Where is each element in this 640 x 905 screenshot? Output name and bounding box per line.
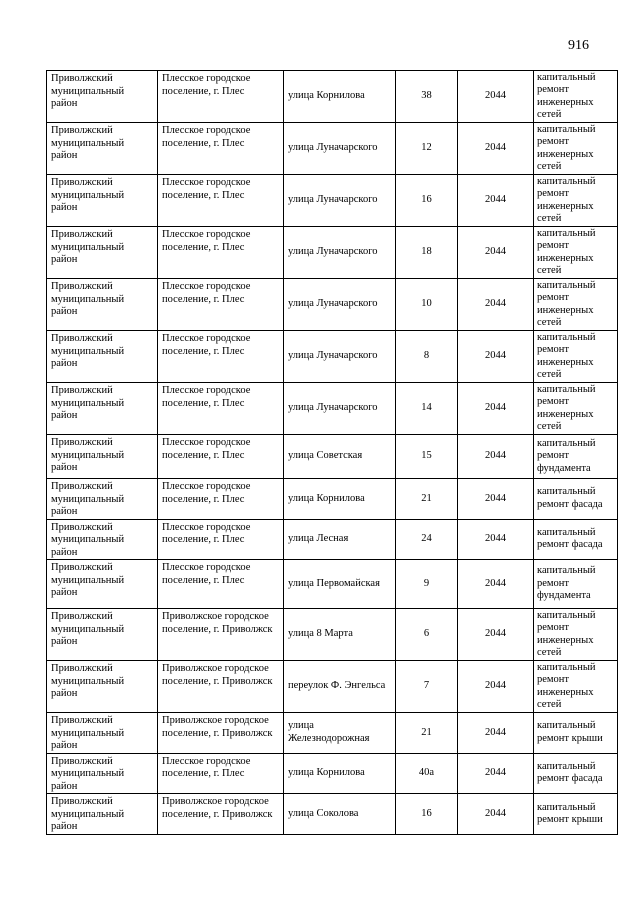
- work-type-cell: капитальный ремонт инженерных сетей: [534, 279, 618, 331]
- table-row: [47, 123, 618, 175]
- table-row: [47, 713, 618, 754]
- district-cell: Приволжский муниципальный район: [47, 331, 158, 383]
- street-cell: улица Первомайская: [284, 560, 396, 609]
- table-row: [47, 279, 618, 331]
- house-number-cell: 40а: [396, 753, 458, 794]
- year-cell: 2044: [458, 609, 534, 661]
- year-cell: 2044: [458, 279, 534, 331]
- house-number-cell: 21: [396, 479, 458, 520]
- district-cell: Приволжский муниципальный район: [47, 794, 158, 835]
- settlement-cell: Приволжское городское поселение, г. Приволжск: [158, 609, 284, 661]
- work-type-cell: капитальный ремонт инженерных сетей: [534, 123, 618, 175]
- street-cell: улица Корнилова: [284, 71, 396, 123]
- district-cell: Приволжский муниципальный район: [47, 753, 158, 794]
- settlement-cell: Приволжское городское поселение, г. Приволжск: [158, 794, 284, 835]
- house-number-cell: 9: [396, 560, 458, 609]
- year-cell: 2044: [458, 519, 534, 560]
- district-cell: Приволжский муниципальный район: [47, 71, 158, 123]
- year-cell: 2044: [458, 71, 534, 123]
- house-number-cell: 38: [396, 71, 458, 123]
- year-cell: 2044: [458, 560, 534, 609]
- page-number: 916: [568, 38, 589, 53]
- table-row: [47, 435, 618, 479]
- table-row: [47, 175, 618, 227]
- district-cell: Приволжский муниципальный район: [47, 383, 158, 435]
- table-row: [47, 560, 618, 609]
- settlement-cell: Плесское городское поселение, г. Плес: [158, 331, 284, 383]
- table-row: [47, 479, 618, 520]
- street-cell: улица Корнилова: [284, 479, 396, 520]
- work-type-cell: капитальный ремонт крыши: [534, 713, 618, 754]
- house-number-cell: 15: [396, 435, 458, 479]
- house-number-cell: 24: [396, 519, 458, 560]
- district-cell: Приволжский муниципальный район: [47, 175, 158, 227]
- housing-repair-table: [46, 70, 618, 835]
- street-cell: улица Железнодорожная: [284, 713, 396, 754]
- settlement-cell: Приволжское городское поселение, г. Приволжск: [158, 713, 284, 754]
- settlement-cell: Плесское городское поселение, г. Плес: [158, 753, 284, 794]
- district-cell: Приволжский муниципальный район: [47, 713, 158, 754]
- table-row: [47, 753, 618, 794]
- table-row: [47, 794, 618, 835]
- street-cell: улица Луначарского: [284, 227, 396, 279]
- street-cell: улица Соколова: [284, 794, 396, 835]
- year-cell: 2044: [458, 794, 534, 835]
- year-cell: 2044: [458, 435, 534, 479]
- street-cell: улица 8 Марта: [284, 609, 396, 661]
- house-number-cell: 12: [396, 123, 458, 175]
- work-type-cell: капитальный ремонт инженерных сетей: [534, 71, 618, 123]
- settlement-cell: Плесское городское поселение, г. Плес: [158, 279, 284, 331]
- district-cell: Приволжский муниципальный район: [47, 123, 158, 175]
- work-type-cell: капитальный ремонт фундамента: [534, 560, 618, 609]
- street-cell: улица Луначарского: [284, 331, 396, 383]
- year-cell: 2044: [458, 713, 534, 754]
- street-cell: улица Советская: [284, 435, 396, 479]
- year-cell: 2044: [458, 331, 534, 383]
- district-cell: Приволжский муниципальный район: [47, 609, 158, 661]
- street-cell: улица Луначарского: [284, 123, 396, 175]
- settlement-cell: Плесское городское поселение, г. Плес: [158, 560, 284, 609]
- street-cell: переулок Ф. Энгельса: [284, 661, 396, 713]
- work-type-cell: капитальный ремонт инженерных сетей: [534, 175, 618, 227]
- year-cell: 2044: [458, 479, 534, 520]
- settlement-cell: Плесское городское поселение, г. Плес: [158, 227, 284, 279]
- work-type-cell: капитальный ремонт фасада: [534, 519, 618, 560]
- house-number-cell: 14: [396, 383, 458, 435]
- work-type-cell: капитальный ремонт инженерных сетей: [534, 661, 618, 713]
- work-type-cell: капитальный ремонт крыши: [534, 794, 618, 835]
- district-cell: Приволжский муниципальный район: [47, 279, 158, 331]
- year-cell: 2044: [458, 661, 534, 713]
- work-type-cell: капитальный ремонт инженерных сетей: [534, 609, 618, 661]
- table-row: [47, 331, 618, 383]
- settlement-cell: Плесское городское поселение, г. Плес: [158, 519, 284, 560]
- street-cell: улица Луначарского: [284, 175, 396, 227]
- house-number-cell: 8: [396, 331, 458, 383]
- street-cell: улица Корнилова: [284, 753, 396, 794]
- work-type-cell: капитальный ремонт фундамента: [534, 435, 618, 479]
- work-type-cell: капитальный ремонт инженерных сетей: [534, 383, 618, 435]
- house-number-cell: 16: [396, 175, 458, 227]
- settlement-cell: Приволжское городское поселение, г. Приволжск: [158, 661, 284, 713]
- house-number-cell: 21: [396, 713, 458, 754]
- settlement-cell: Плесское городское поселение, г. Плес: [158, 71, 284, 123]
- work-type-cell: капитальный ремонт инженерных сетей: [534, 227, 618, 279]
- work-type-cell: капитальный ремонт фасада: [534, 479, 618, 520]
- district-cell: Приволжский муниципальный район: [47, 519, 158, 560]
- house-number-cell: 6: [396, 609, 458, 661]
- district-cell: Приволжский муниципальный район: [47, 435, 158, 479]
- house-number-cell: 7: [396, 661, 458, 713]
- district-cell: Приволжский муниципальный район: [47, 227, 158, 279]
- house-number-cell: 16: [396, 794, 458, 835]
- table-row: [47, 71, 618, 123]
- year-cell: 2044: [458, 175, 534, 227]
- street-cell: улица Луначарского: [284, 383, 396, 435]
- street-cell: улица Луначарского: [284, 279, 396, 331]
- street-cell: улица Лесная: [284, 519, 396, 560]
- settlement-cell: Плесское городское поселение, г. Плес: [158, 435, 284, 479]
- settlement-cell: Плесское городское поселение, г. Плес: [158, 123, 284, 175]
- settlement-cell: Плесское городское поселение, г. Плес: [158, 383, 284, 435]
- year-cell: 2044: [458, 383, 534, 435]
- settlement-cell: Плесское городское поселение, г. Плес: [158, 175, 284, 227]
- work-type-cell: капитальный ремонт инженерных сетей: [534, 331, 618, 383]
- district-cell: Приволжский муниципальный район: [47, 560, 158, 609]
- year-cell: 2044: [458, 123, 534, 175]
- table-row: [47, 661, 618, 713]
- year-cell: 2044: [458, 753, 534, 794]
- year-cell: 2044: [458, 227, 534, 279]
- table-row: [47, 609, 618, 661]
- settlement-cell: Плесское городское поселение, г. Плес: [158, 479, 284, 520]
- table-row: [47, 383, 618, 435]
- table-row: [47, 519, 618, 560]
- table-row: [47, 227, 618, 279]
- district-cell: Приволжский муниципальный район: [47, 661, 158, 713]
- district-cell: Приволжский муниципальный район: [47, 479, 158, 520]
- house-number-cell: 18: [396, 227, 458, 279]
- house-number-cell: 10: [396, 279, 458, 331]
- work-type-cell: капитальный ремонт фасада: [534, 753, 618, 794]
